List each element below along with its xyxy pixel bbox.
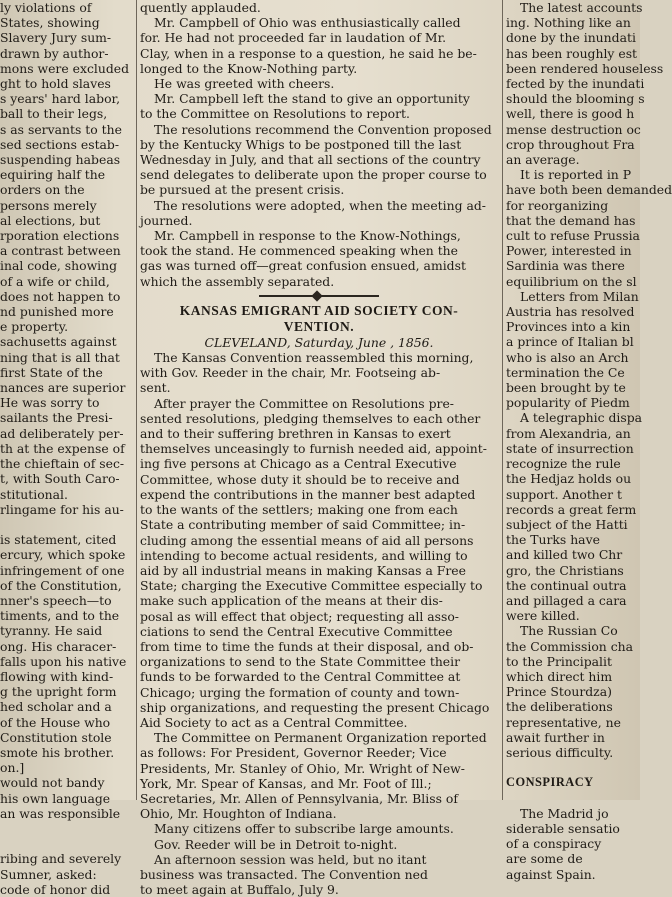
text-line: sachusetts against [0,334,117,350]
text-line: records a great ferm [506,501,637,517]
text-line: Secretaries, Mr. Allen of Pennsylvania, Mr. Bliss of [140,790,458,806]
text-line: sed sections estab- [0,136,120,152]
text-line: subject of the Hatti [506,516,628,532]
text-line: ad deliberately per- [0,425,124,441]
text-line: Constitution stole [0,729,112,745]
text-line: a contrast between [0,243,121,259]
text-line: sented resolutions, pledging themselves to each other [140,410,481,426]
text-line: send delegates to deliberate upon the proper course to [140,167,487,183]
text-line: for. He had not proceeded far in laudation of Mr. [140,30,447,46]
text-line: posal as will effect that object; requesting all asso- [140,608,459,624]
text-line: is statement, cited [0,532,117,548]
text-line: themselves unceasingly to furnish needed aid, appoint- [140,441,487,457]
text-line: longed to the Know-Nothing party. [140,60,358,76]
text-line: which direct him [506,668,613,684]
text-line: Gov. Reeder will be in Detroit to-night. [154,836,398,852]
text-line: orders on the [0,182,85,198]
text-line: for reorganizing [506,197,609,213]
text-line: popularity of Piedm [506,395,630,411]
text-line [0,836,132,851]
text-line: Aid Society to act as a Central Committee. [140,714,408,730]
text-line: falls upon his native [0,653,127,669]
text-line: ning that is all that [0,349,120,365]
text-line: t, with South Caro- [0,471,120,487]
text-line: termination the Ce [506,364,625,380]
text-line: await further in [506,729,605,745]
text-line: code of honor did [0,881,111,897]
text-line: After prayer the Committee on Resolutions pre- [154,395,454,411]
text-line: nances are superior [0,380,126,396]
text-line: Ohio, Mr. Houghton of Indiana. [140,806,337,822]
text-line: The Kansas Convention reassembled this morning, [154,350,474,366]
text-line: g the upright form [0,684,117,700]
text-line: ght to hold slaves [0,76,111,92]
text-line: nner's speech—to [0,592,112,608]
text-line: timents, and to the [0,608,120,624]
text-line: business was transacted. The Convention ned [140,866,428,882]
text-line: smote his brother. [0,744,115,760]
text-line: State; charging the Executive Committee especially to [140,578,483,594]
text-line: Prince Stourdza) [506,684,612,700]
text-line: are some de [506,851,583,867]
text-line: equilibrium on the sl [506,273,637,289]
text-line: He was greeted with cheers. [154,76,335,92]
text-line: Mr. Campbell of Ohio was enthusiastically called [154,15,461,31]
text-line: e property. [0,319,69,335]
text-line: funds to be forwarded to the Central Committee at [140,669,461,685]
text-line: from time to time the funds at their disposal, and ob- [140,638,474,654]
text-line: were killed. [506,608,580,624]
text-line: been brought by te [506,380,626,396]
text-line: support. Another t [506,486,622,502]
text-line: Austria has resolved [506,304,635,320]
text-line: Sardinia was there [506,258,625,274]
text-line: and to their suffering brethren in Kansas to exert [140,426,451,442]
text-line: ercury, which spoke [0,547,126,563]
text-line: Mr. Campbell left the stand to give an opportunity [154,91,470,107]
text-line: The resolutions were adopted, when the meeting ad- [154,197,486,213]
text-line: Letters from Milan [520,288,639,304]
column-rule-left [136,0,137,800]
text-line: stitutional. [0,486,68,502]
text-line: inal code, showing [0,258,118,274]
text-line: ly violations of [0,0,92,15]
text-line: have both been demanded [506,182,672,198]
text-line: crop throughout Fra [506,136,635,152]
text-line: first State of the [0,364,103,380]
text-line: Slavery Jury sum- [0,30,112,46]
text-line: mense destruction oc [506,121,641,137]
text-line: The Madrid jo [520,805,609,821]
text-line: al elections, but [0,212,101,228]
text-line: a prince of Italian bl [506,334,634,350]
text-line: Power, interested in [506,243,632,259]
text-line: of a conspiracy [506,836,602,852]
text-line: rporation elections [0,228,120,244]
text-line: organizations to send to the State Committee their [140,654,461,670]
text-line: flowing with kind- [0,668,114,684]
text-line: as follows: For President, Governor Reeder; Vice [140,745,447,761]
text-line: on.] [0,760,25,776]
text-line: the continual outra [506,577,627,593]
text-line: Clay, when in a response to a question, he said he be- [140,45,477,61]
text-line: who is also an Arch [506,349,629,365]
text-line [0,821,132,836]
text-line [0,517,132,532]
text-line: took the stand. He commenced speaking when the [140,243,458,259]
text-line: State a contributing member of said Committee; in- [140,517,466,533]
text-line: ciations to send the Central Executive Committee [140,623,453,639]
text-line: expend the contributions in the manner best adapted [140,486,476,502]
text-line: Sumner, asked: [0,866,97,882]
text-line: Presidents, Mr. Stanley of Ohio, Mr. Wright of New- [140,760,465,776]
text-line: intending to become actual residents, and willing to [140,547,468,563]
text-line: against Spain. [506,866,596,882]
text-line [506,791,646,806]
text-line: make such application of the means at their dis- [140,593,443,609]
text-line: ong. His characer- [0,638,117,654]
text-line: ball to their legs, [0,106,108,122]
column-rule-right [502,0,503,800]
text-line: the chieftain of sec- [0,456,125,472]
text-line: sailants the Presi- [0,410,113,426]
text-line: gas was turned off—great confusion ensued, amidst [140,258,466,274]
text-line: th at the expense of [0,440,125,456]
text-line: an was responsible [0,805,121,821]
text-line: The resolutions recommend the Convention proposed [154,121,492,137]
text-line: Committee, whose duty it should be to receive and [140,471,460,487]
text-line: to meet again at Buffalo, July 9. [140,882,339,897]
text-line: well, there is good h [506,106,635,122]
text-line: representative, ne [506,714,621,730]
text-line: ing five persons at Chicago as a Central Executive [140,456,457,472]
convention-report-end [140,0,498,289]
text-line: has been roughly est [506,45,638,61]
text-line: suspending habeas [0,152,121,168]
text-line: to the Principalit [506,653,612,669]
text-line: An afternoon session was held, but no itant [154,851,427,867]
text-line: Mr. Campbell in response to the Know-Nothings, [154,228,461,244]
text-line: an average. [506,152,580,168]
text-line: his own language [0,790,111,806]
text-line: and pillaged a cara [506,592,627,608]
text-line: A telegraphic dispa [520,410,643,426]
text-line: from Alexandria, an [506,425,631,441]
text-line: been rendered houseless [506,60,664,76]
text-line: States, showing [0,15,100,31]
article-body [140,350,498,897]
text-line: ship organizations, and requesting the present Chicago [140,699,490,715]
text-line: and killed two Chr [506,547,623,563]
text-line: cult to refuse Prussia [506,228,640,244]
text-line: with Gov. Reeder in the chair, Mr. Footseing ab- [140,365,441,381]
text-line: York, Mr. Spear of Kansas, and Mr. Foot of Ill.; [140,775,432,791]
text-line: by the Kentucky Whigs to be postponed till the last [140,136,462,152]
right-column [506,0,672,882]
text-line: to the Committee on Resolutions to report. [140,106,410,122]
text-line: does not happen to [0,288,121,304]
text-line: s as servants to the [0,121,122,137]
text-line: of the Constitution, [0,577,122,593]
text-line: state of insurrection [506,440,634,456]
text-line: of a wife or child, [0,273,110,289]
text-line: journed. [140,212,193,228]
text-line: which the assembly separated. [140,273,335,289]
text-line: to the wants of the settlers; making one from each [140,502,458,518]
text-line: would not bandy [0,775,105,791]
text-line: persons merely [0,197,97,213]
left-column [0,0,132,897]
text-line: aid by all industrial means in making Kansas a Free [140,562,466,578]
text-line: hed scholar and a [0,699,112,715]
text-line: serious difficulty. [506,744,614,760]
text-line: drawn by author- [0,45,109,61]
text-line: the Turks have [506,532,600,548]
text-line: The Committee on Permanent Organization reported [154,730,487,746]
text-line: be pursued at the present crisis. [140,182,345,198]
text-line: Many citizens offer to subscribe large amounts. [154,821,454,837]
text-line: It is reported in P [520,167,632,183]
text-line: Wednesday in July, and that all sections of the country [140,152,481,168]
text-line: siderable sensatio [506,820,620,836]
middle-column [140,0,498,897]
section-divider-ornament [259,295,379,297]
text-line: the Commission cha [506,638,633,654]
text-line [506,760,646,775]
text-line: ribing and severely [0,851,122,867]
text-line: sent. [140,380,171,396]
text-line: should the blooming s [506,91,645,107]
text-line: ing. Nothing like an [506,15,631,31]
text-line: The latest accounts [520,0,643,15]
text-line: recognize the rule [506,456,621,472]
text-line: infringement of one [0,562,125,578]
text-line: mons were excluded [0,60,130,76]
text-line: cluding among the essential means of aid all persons [140,532,474,548]
text-line: done by the inundati [506,30,636,46]
text-line: gro, the Christians [506,562,624,578]
text-line: tyranny. He said [0,623,103,639]
text-line: He was sorry to [0,395,100,411]
text-line: nd punished more [0,304,114,320]
article-headline-line-2: VENTION. [283,318,355,334]
article-dateline: CLEVELAND, Saturday, June , 1856. [204,334,434,350]
text-line: quently applauded. [140,0,261,15]
text-line: that the demand has [506,212,636,228]
text-line: equiring half the [0,167,106,183]
article-headline-line-1: KANSAS EMIGRANT AID SOCIETY CON- [179,302,459,318]
text-line: the Hedjaz holds ou [506,471,632,487]
text-line: CONSPIRACY [506,775,594,790]
text-line: rlingame for his au- [0,501,124,517]
text-line: Chicago; urging the formation of county and town- [140,684,460,700]
text-line: the deliberations [506,699,613,715]
text-line: The Russian Co [520,623,618,639]
text-line: of the House who [0,714,111,730]
text-line: Provinces into a kin [506,319,631,335]
text-line: fected by the inundati [506,76,645,92]
text-line: s years' hard labor, [0,91,121,107]
